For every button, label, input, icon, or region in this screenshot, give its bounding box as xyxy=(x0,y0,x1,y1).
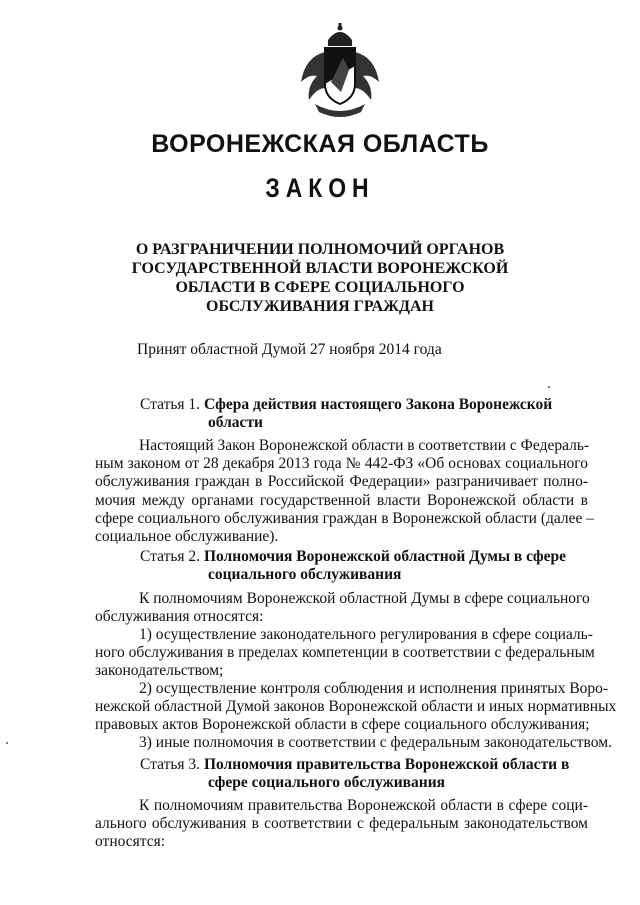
article-3-intro xyxy=(95,797,588,852)
article-3-heading xyxy=(140,756,580,792)
document-type: ЗАКОН xyxy=(265,173,375,203)
paragraph-line: обслуживания относятся: xyxy=(95,608,264,626)
adoption-date: Принят областной Думой 27 ноября 2014 года xyxy=(137,341,442,358)
paragraph-line: правовых актов Воронежской области в сфере социального обслуживания; xyxy=(95,716,590,734)
scan-speck xyxy=(6,742,8,744)
paragraph-line: 1) осуществление законодательного регулирования в сфере социаль- xyxy=(139,626,593,643)
law-title-line: ОБЛАСТИ В СФЕРЕ СОЦИАЛЬНОГО xyxy=(175,279,465,296)
article-title-cont: социального обслуживания xyxy=(208,566,402,584)
paragraph-line: обслуживания граждан в Российской Федерации» разграничивает полно- xyxy=(95,473,588,491)
article-1-heading xyxy=(140,396,580,432)
article-prefix: Статья 1. xyxy=(140,396,204,413)
paragraph-line: ального обслуживания в соответствии с федеральным законодательством xyxy=(95,815,588,833)
article-1-paragraph xyxy=(95,437,594,546)
article-prefix: Статья 3. xyxy=(140,756,204,773)
paragraph-line: мочия между органами государственной власти Воронежской области в xyxy=(95,491,588,509)
paragraph-line: социальное обслуживание). xyxy=(95,528,279,546)
article-title-cont: области xyxy=(208,414,263,432)
paragraph-line: нежской областной Думой законов Воронежской области и иных нормативных xyxy=(95,698,617,716)
article-2-item-2 xyxy=(95,680,617,735)
law-title xyxy=(120,240,520,316)
voronezh-coat-of-arms-icon xyxy=(295,22,385,122)
paragraph-line: ным законом от 28 декабря 2013 года № 442-ФЗ «Об основах социального xyxy=(95,455,588,473)
article-2-intro xyxy=(95,590,588,626)
paragraph-line: 3) иные полномочия в соответствии с федеральным законодательством. xyxy=(139,734,612,751)
scan-speck xyxy=(548,386,550,388)
paragraph-line: 2) осуществление контроля соблюдения и исполнения принятых Воро- xyxy=(139,680,609,697)
law-title-line: О РАЗГРАНИЧЕНИИ ПОЛНОМОЧИЙ ОРГАНОВ xyxy=(135,241,505,258)
paragraph-line: законодательством; xyxy=(95,662,224,680)
article-prefix: Статья 2. xyxy=(140,548,204,565)
article-2-item-1 xyxy=(95,626,595,681)
paragraph-line: К полномочиям правительства Воронежской области в сфере соци- xyxy=(139,797,588,814)
region-name: ВОРОНЕЖСКАЯ ОБЛАСТЬ xyxy=(151,130,489,158)
article-title-cont: сфере социального обслуживания xyxy=(208,774,446,792)
law-title-line: ГОСУДАРСТВЕННОЙ ВЛАСТИ ВОРОНЕЖСКОЙ xyxy=(131,260,509,277)
paragraph-line: ного обслуживания в пределах компетенции в соответствии с федеральным xyxy=(95,644,595,662)
law-title-line: ОБСЛУЖИВАНИЯ ГРАЖДАН xyxy=(206,298,434,315)
article-title: Сфера действия настоящего Закона Воронежской xyxy=(203,396,553,413)
paragraph-line: Настоящий Закон Воронежской области в соответствии с Федераль- xyxy=(139,437,590,454)
article-title: Полномочия Воронежской областной Думы в сфере xyxy=(203,548,566,565)
paragraph-line: относятся: xyxy=(95,833,166,851)
article-2-item-3 xyxy=(95,734,612,752)
article-title: Полномочия правительства Воронежской области в xyxy=(203,756,570,773)
paragraph-line: сфере социального обслуживания граждан в Воронежской области (далее – xyxy=(95,509,594,527)
paragraph-line: К полномочиям Воронежской областной Думы в сфере социального xyxy=(139,590,590,607)
article-2-heading xyxy=(140,548,580,584)
